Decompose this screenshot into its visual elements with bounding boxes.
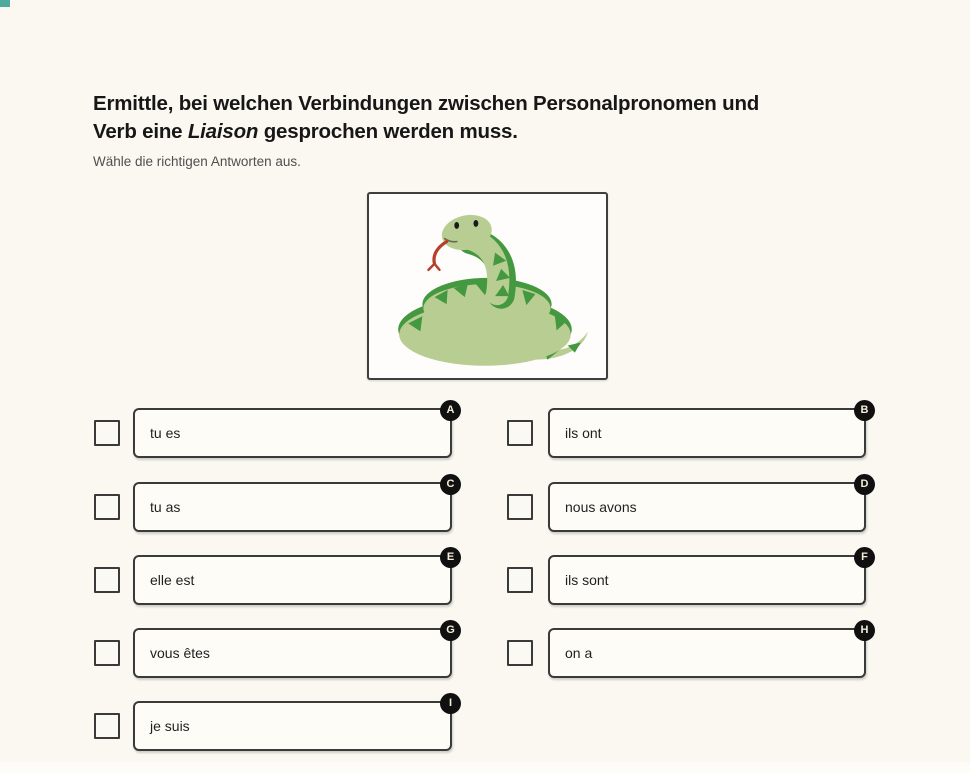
answer-label: tu as [150,499,181,515]
task-title-line2 [93,118,903,146]
checkbox-option-h[interactable] [507,640,533,666]
checkbox-option-f[interactable] [507,567,533,593]
task-subtitle: Wähle die richtigen Antworten aus. [93,154,301,169]
checkbox-option-g[interactable] [94,640,120,666]
checkbox-option-d[interactable] [507,494,533,520]
illustration-card [367,192,608,380]
answer-box-f[interactable] [548,551,868,605]
task-title-line2-pre: Verb eine [93,120,188,143]
answer-label: elle est [150,572,195,588]
task-header [93,90,903,169]
answer-option-a [94,404,455,458]
answer-label: ils ont [565,425,602,441]
option-letter-badge: A [440,400,461,421]
checkbox-option-a[interactable] [94,420,120,446]
answer-option-e [94,551,455,605]
answer-box-i[interactable] [133,697,453,751]
answer-box-a[interactable] [133,404,455,458]
answer-box-h[interactable] [548,624,869,678]
answer-box-g[interactable] [133,624,455,678]
option-letter-badge: I [440,693,461,714]
answer-option-g [94,624,455,678]
answer-option-h [507,624,869,678]
answer-box-d[interactable] [548,478,869,532]
corner-accent [0,0,10,7]
checkbox-option-b[interactable] [507,420,533,446]
option-letter-badge: B [854,400,875,421]
answer-label: je suis [150,718,190,734]
answer-box-c[interactable] [133,478,455,532]
option-letter-badge: C [440,474,461,495]
answer-option-i [94,697,453,751]
option-letter-badge: D [854,474,875,495]
answer-label: tu es [150,425,181,441]
answer-label: nous avons [565,499,637,515]
snake-illustration [382,200,594,372]
checkbox-option-e[interactable] [94,567,120,593]
answer-option-b [507,404,869,458]
option-letter-badge: F [854,547,875,568]
task-title-emphasis: Liaison [187,120,259,143]
answer-option-d [507,478,869,532]
answer-box-b[interactable] [548,404,869,458]
answer-box-e[interactable] [133,551,455,605]
task-title [93,90,903,146]
answer-option-c [94,478,455,532]
bottom-strip [0,762,970,773]
answer-label: ils sont [565,572,609,588]
answer-option-f [507,551,868,605]
task-title-line1: Ermittle, bei welchen Verbindungen zwischen Personalpronomen und [93,92,760,115]
checkbox-option-i[interactable] [94,713,120,739]
answer-label: on a [565,645,593,661]
answer-label: vous êtes [150,645,210,661]
option-letter-badge: G [440,620,461,641]
option-letter-badge: H [854,620,875,641]
option-letter-badge: E [440,547,461,568]
task-title-line2-post: gesprochen werden muss. [258,120,518,143]
checkbox-option-c[interactable] [94,494,120,520]
